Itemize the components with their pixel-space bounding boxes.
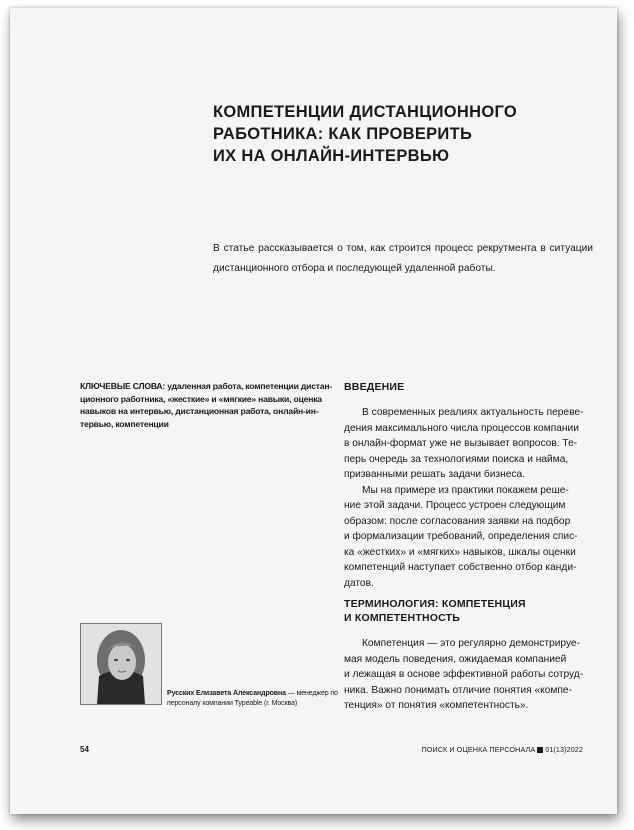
author-name: Русских Елизавета Александровна [167, 690, 286, 697]
page-number: 54 [80, 745, 89, 754]
keywords-line: навыков на интервью, дистанционная работа, онлайн-ин- [80, 406, 319, 416]
author-role: — менеджер по [285, 690, 338, 697]
issue-number: 01(13)2022 [545, 745, 583, 754]
author-caption [167, 689, 337, 709]
paragraph: В современных реалиях актуальность переве- дения максимального числа процессов компании в онлайн-формат уже не вызывает вопросов. Те- перь очередь за технологиями поиска и найма, призванными решать задачи бизнеса. [344, 407, 584, 480]
keywords-line: ционного работника, «жесткие» и «мягкие» навыки, оценка [80, 393, 322, 404]
running-footer [422, 745, 583, 754]
journal-name: ПОИСК И ОЦЕНКА ПЕРСОНАЛА [421, 745, 536, 754]
title-line: КОМПЕТЕНЦИИ ДИСТАНЦИОННОГО [213, 103, 518, 121]
article-title [213, 101, 573, 167]
title-line: ИХ НА ОНЛАЙН-ИНТЕРВЬЮ [213, 147, 450, 165]
section-introduction [344, 380, 594, 591]
keywords-line: тервью, компетенции [80, 418, 169, 429]
article-abstract: В статье рассказывается о том, как строится процесс рекрутмента в ситуации дистанционного отбора и последующей удаленной работы. [213, 243, 593, 274]
paragraph: Мы на примере из практики покажем реше- ние этой задачи. Процесс устроен следующим образом: после согласования заявки на подбор и формализации требований, определения спис- ка «жестких» и «мягких» навыков, шкалы оценки компетенций наступает собственно отбор канди- датов. [344, 484, 578, 589]
square-bullet-icon [537, 747, 543, 753]
author-photo [80, 623, 162, 705]
author-company: персоналу компании Typeable (г. Москва) [167, 700, 298, 707]
author-portrait-icon [81, 624, 161, 704]
keywords-line: КЛЮЧЕВЫЕ СЛОВА: удаленная работа, компетенции дистан- [80, 381, 333, 391]
paragraph: Компетенция — это регулярно демонстрируе- мая модель поведения, ожидаемая компанией и лежащая в основе эффективной работы сотруд- ника. Важно понимать отличие понятия «компе- тенция» от понятия «компетентность». [344, 638, 584, 711]
section-heading: ТЕРМИНОЛОГИЯ: КОМПЕТЕНЦИЯ И КОМПЕТЕНТНОСТЬ [344, 598, 526, 624]
title-line: РАБОТНИКА: КАК ПРОВЕРИТЬ [213, 125, 473, 143]
keywords-block [80, 380, 333, 430]
section-heading: ВВЕДЕНИЕ [344, 381, 405, 393]
section-terminology [344, 597, 594, 714]
magazine-page [10, 8, 617, 814]
